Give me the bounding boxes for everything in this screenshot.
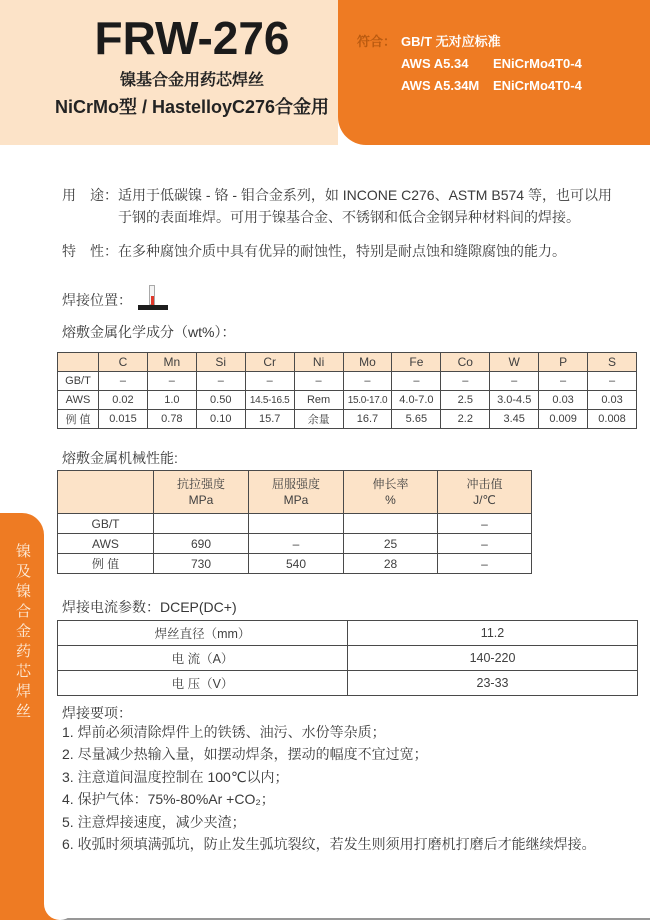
cell: –: [539, 372, 588, 391]
cell: –: [249, 534, 344, 554]
header-line: 屈服强度: [271, 477, 320, 491]
row-label: AWS: [58, 391, 99, 410]
cell: 1.0: [147, 391, 196, 410]
column-header: C: [99, 353, 148, 372]
weld-arc-tip: [151, 296, 154, 305]
row-label: GB/T: [58, 372, 99, 391]
cell: 730: [154, 554, 249, 574]
compliance-body: [401, 31, 582, 97]
header-unit: MPa: [283, 493, 309, 507]
note-item: 6. 收弧时须填满弧坑，防止发生弧坑裂纹，若发生则须用打磨机打磨后才能继续焊接。: [62, 836, 596, 853]
cell: –: [588, 372, 637, 391]
weld-base-bar: [138, 305, 168, 310]
cell: –: [343, 372, 392, 391]
note-item: 3. 注意道间温度控制在 100℃以内；: [62, 768, 289, 785]
header-line: 冲击值: [466, 477, 503, 491]
welding-current-table: [57, 620, 638, 696]
column-header: Cr: [245, 353, 294, 372]
cell: 11.2: [348, 621, 638, 646]
cell: [249, 514, 344, 534]
compliance-standard: AWS A5.34: [401, 56, 469, 71]
header-standards-block: [338, 0, 650, 145]
compliance: [357, 31, 650, 97]
table-row: [58, 391, 637, 410]
sidebar-tab-flare: [44, 904, 60, 920]
sidebar-category-tab: [0, 513, 44, 920]
column-header: [154, 471, 249, 514]
table-row: [58, 554, 532, 574]
column-header: [438, 471, 532, 514]
cell: –: [438, 514, 532, 534]
cell: 0.02: [99, 391, 148, 410]
row-label: 焊丝直径（mm）: [58, 621, 348, 646]
cell: Rem: [294, 391, 343, 410]
cell: 0.03: [539, 391, 588, 410]
cell: 0.50: [196, 391, 245, 410]
cell: –: [196, 372, 245, 391]
usage-paragraph: [62, 184, 624, 228]
column-header: [58, 353, 99, 372]
cell: 0.10: [196, 410, 245, 429]
compliance-label: 符合：: [357, 34, 397, 49]
cell: 0.015: [99, 410, 148, 429]
cell: 0.008: [588, 410, 637, 429]
compliance-standard: AWS A5.34M: [401, 78, 480, 93]
cell: 15.0-17.0: [343, 391, 392, 410]
cell: 28: [344, 554, 438, 574]
header-line: 抗拉强度: [176, 477, 225, 491]
sidebar-vertical-label: 镍及镍合金药芯焊丝: [14, 543, 31, 723]
column-header: S: [588, 353, 637, 372]
cell: [154, 514, 249, 534]
column-header: Si: [196, 353, 245, 372]
cell: 14.5-16.5: [245, 391, 294, 410]
cell: 15.7: [245, 410, 294, 429]
usage-label: 用 途：: [62, 187, 118, 203]
cell: 5.65: [392, 410, 441, 429]
cell: –: [147, 372, 196, 391]
cell: 540: [249, 554, 344, 574]
flat-welding-position-icon: [138, 283, 170, 310]
cell: 余量: [294, 410, 343, 429]
cell: –: [490, 372, 539, 391]
usage-text: 适用于低碳镍 - 铬 - 钼合金系列，如 INCONE C276、ASTM B574 等，也可以用于钢的表面堆焊。可用于镍基合金、不锈钢和低合金钢异种材料间的焊接。: [118, 187, 612, 225]
cell: 3.0-4.5: [490, 391, 539, 410]
header-unit: MPa: [188, 493, 214, 507]
cell: 0.78: [147, 410, 196, 429]
note-item: 4. 保护气体：75%-80%Ar +CO₂；: [62, 791, 275, 808]
row-label: 例 值: [58, 554, 154, 574]
chem-composition-table: [57, 352, 637, 429]
compliance-row: [401, 53, 582, 75]
notes-title: 焊接要项：: [62, 705, 132, 721]
row-label: 电 压（V）: [58, 671, 348, 696]
product-subtitle-type: NiCrMo型 / HastelloyC276合金用: [54, 96, 330, 117]
column-header: [249, 471, 344, 514]
cell: –: [392, 372, 441, 391]
header-unit: J/℃: [473, 493, 496, 507]
cell: –: [438, 554, 532, 574]
compliance-grade: ENiCrMo4T0-4: [493, 78, 582, 93]
cell: 25: [344, 534, 438, 554]
cell: –: [294, 372, 343, 391]
mech-properties-title: 熔敷金属机械性能:: [62, 450, 178, 466]
table-header-row: [58, 353, 637, 372]
feature-label: 特 性：: [62, 243, 118, 259]
header-unit: %: [385, 493, 396, 507]
table-row: [58, 410, 637, 429]
welding-current-title: 焊接电流参数：DCEP(DC+): [62, 599, 237, 615]
table-row: [58, 671, 638, 696]
header-product-block: [0, 0, 338, 145]
cell: 690: [154, 534, 249, 554]
row-label: GB/T: [58, 514, 154, 534]
cell: 16.7: [343, 410, 392, 429]
product-subtitle-cn: 镍基合金用药芯焊丝: [119, 71, 264, 89]
column-header: [344, 471, 438, 514]
product-code: FRW-276: [94, 12, 290, 64]
cell: 140-220: [348, 646, 638, 671]
welding-position-label: 焊接位置：: [62, 292, 132, 308]
notes-list: [62, 721, 637, 855]
column-header: Mn: [147, 353, 196, 372]
cell: 23-33: [348, 671, 638, 696]
note-item: 5. 注意焊接速度，减少夹渣；: [62, 813, 246, 830]
header-line: 伸长率: [372, 477, 409, 491]
column-header: W: [490, 353, 539, 372]
table-row: [58, 372, 637, 391]
mech-properties-table: [57, 470, 532, 574]
row-label: 例 值: [58, 410, 99, 429]
feature-text: 在多种腐蚀介质中具有优异的耐蚀性，特别是耐点蚀和缝隙腐蚀的能力。: [118, 243, 566, 259]
compliance-row: [401, 75, 582, 97]
table-header-row: [58, 471, 532, 514]
cell: 0.009: [539, 410, 588, 429]
chem-composition-title: 熔敷金属化学成分（wt%）：: [62, 324, 236, 340]
row-label: 电 流（A）: [58, 646, 348, 671]
cell: 4.0-7.0: [392, 391, 441, 410]
note-item: 1. 焊前必须清除焊件上的铁锈、油污、水份等杂质；: [62, 724, 386, 740]
cell: –: [245, 372, 294, 391]
compliance-grade: ENiCrMo4T0-4: [493, 56, 582, 71]
cell: 2.5: [441, 391, 490, 410]
table-row: [58, 646, 638, 671]
cell: [344, 514, 438, 534]
note-item: 2. 尽量减少热输入量，如摆动焊条，摆动的幅度不宜过宽；: [62, 746, 428, 763]
column-header: [58, 471, 154, 514]
column-header: Fe: [392, 353, 441, 372]
welding-position-row: [62, 282, 170, 310]
compliance-gbt-line: GB/T 无对应标准: [401, 34, 501, 49]
column-header: Co: [441, 353, 490, 372]
cell: –: [438, 534, 532, 554]
table-row: [58, 534, 532, 554]
table-row: [58, 621, 638, 646]
column-header: Ni: [294, 353, 343, 372]
cell: –: [99, 372, 148, 391]
feature-paragraph: [62, 240, 624, 262]
cell: 0.03: [588, 391, 637, 410]
cell: –: [441, 372, 490, 391]
row-label: AWS: [58, 534, 154, 554]
column-header: P: [539, 353, 588, 372]
table-row: [58, 514, 532, 534]
column-header: Mo: [343, 353, 392, 372]
cell: 3.45: [490, 410, 539, 429]
cell: 2.2: [441, 410, 490, 429]
